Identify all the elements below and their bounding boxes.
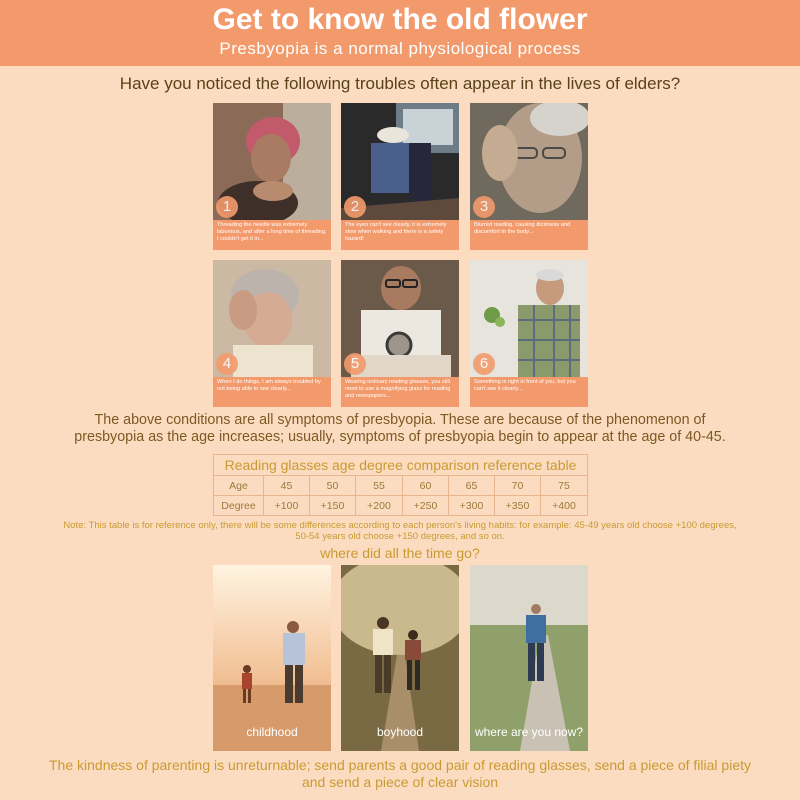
trouble-number: 3 xyxy=(473,196,495,218)
trouble-card-2 xyxy=(341,103,459,250)
trouble-number: 1 xyxy=(216,196,238,218)
table-cell: +300 xyxy=(449,496,495,516)
boyhood-photo xyxy=(341,565,459,751)
table-row-age xyxy=(214,476,587,496)
table-cell: 55 xyxy=(356,476,403,495)
table-cell: 70 xyxy=(495,476,541,495)
stage-childhood xyxy=(213,565,331,751)
table-cell: 60 xyxy=(403,476,449,495)
table-cell: +100 xyxy=(264,496,310,516)
table-cell: 45 xyxy=(264,476,310,495)
table-title: Reading glasses age degree comparison reference table xyxy=(214,455,587,476)
trouble-caption: Something is right in front of you, but you can't see it clearly... xyxy=(470,377,588,407)
time-question: where did all the time go? xyxy=(320,545,480,561)
page-title: Get to know the old flower xyxy=(212,3,588,36)
stage-label: where are you now? xyxy=(474,725,584,739)
trouble-card-5 xyxy=(341,260,459,407)
trouble-number: 4 xyxy=(216,353,238,375)
table-cell: Age xyxy=(214,476,264,495)
childhood-photo xyxy=(213,565,331,751)
stage-label: boyhood xyxy=(376,725,424,739)
trouble-card-4 xyxy=(213,260,331,407)
now-photo xyxy=(470,565,588,751)
stage-label: childhood xyxy=(246,725,298,739)
trouble-card-6 xyxy=(470,260,588,407)
table-cell: 65 xyxy=(449,476,495,495)
table-cell: 75 xyxy=(558,480,570,492)
stage-boyhood xyxy=(341,565,459,751)
closing-message: The kindness of parenting is unreturnable; send parents a good pair of reading glasses, send a piece of filial piety and send a piece of clear vision xyxy=(49,757,751,790)
table-cell: +250 xyxy=(403,496,449,516)
trouble-number: 2 xyxy=(344,196,366,218)
trouble-caption: Blurred reading, causing dizziness and discomfort to the body... xyxy=(470,220,588,250)
table-note: Note: This table is for reference only, there will be some differences according to each person's living habits: for example: 45-49 years old choose +100 degrees, 50-54 years old choose +150 degrees, and so on. xyxy=(63,520,737,542)
trouble-caption: Wearing ordinary reading glasses, you still need to use a magnifying glass for reading and newspapers... xyxy=(341,377,459,407)
table-cell: +350 xyxy=(495,496,541,516)
trouble-number: 5 xyxy=(344,353,366,375)
trouble-caption: The eyes can't see clearly, it is extremely slow when walking and there is a safety hazard! xyxy=(341,220,459,250)
reference-table xyxy=(213,454,588,516)
table-cell: Degree xyxy=(214,496,264,516)
trouble-caption: When I do things, I am always troubled by not being able to see clearly... xyxy=(213,377,331,407)
symptoms-paragraph: The above conditions are all symptoms of presbyopia. These are because of the phenomenon of presbyopia as the age increases; usually, symptoms of presbyopia begin to appear at the age of 40-45. xyxy=(74,412,726,445)
trouble-number: 6 xyxy=(473,353,495,375)
table-cell: +150 xyxy=(310,496,356,516)
troubles-question: Have you noticed the following troubles often appear in the lives of elders? xyxy=(119,74,681,93)
trouble-card-3 xyxy=(470,103,588,250)
troubles-grid xyxy=(213,103,588,405)
trouble-caption: Threading the needle was extremely laborious, and after a long time of threading, I couldn't get it in... xyxy=(213,220,331,250)
page-subtitle: Presbyopia is a normal physiological process xyxy=(219,39,581,58)
stage-now xyxy=(470,565,588,751)
header-banner xyxy=(0,0,800,66)
table-cell: 50 xyxy=(310,476,356,495)
table-cell: +200 xyxy=(356,496,403,516)
table-cell: +400 xyxy=(552,500,576,512)
table-row-degree xyxy=(214,496,587,516)
trouble-card-1 xyxy=(213,103,331,250)
